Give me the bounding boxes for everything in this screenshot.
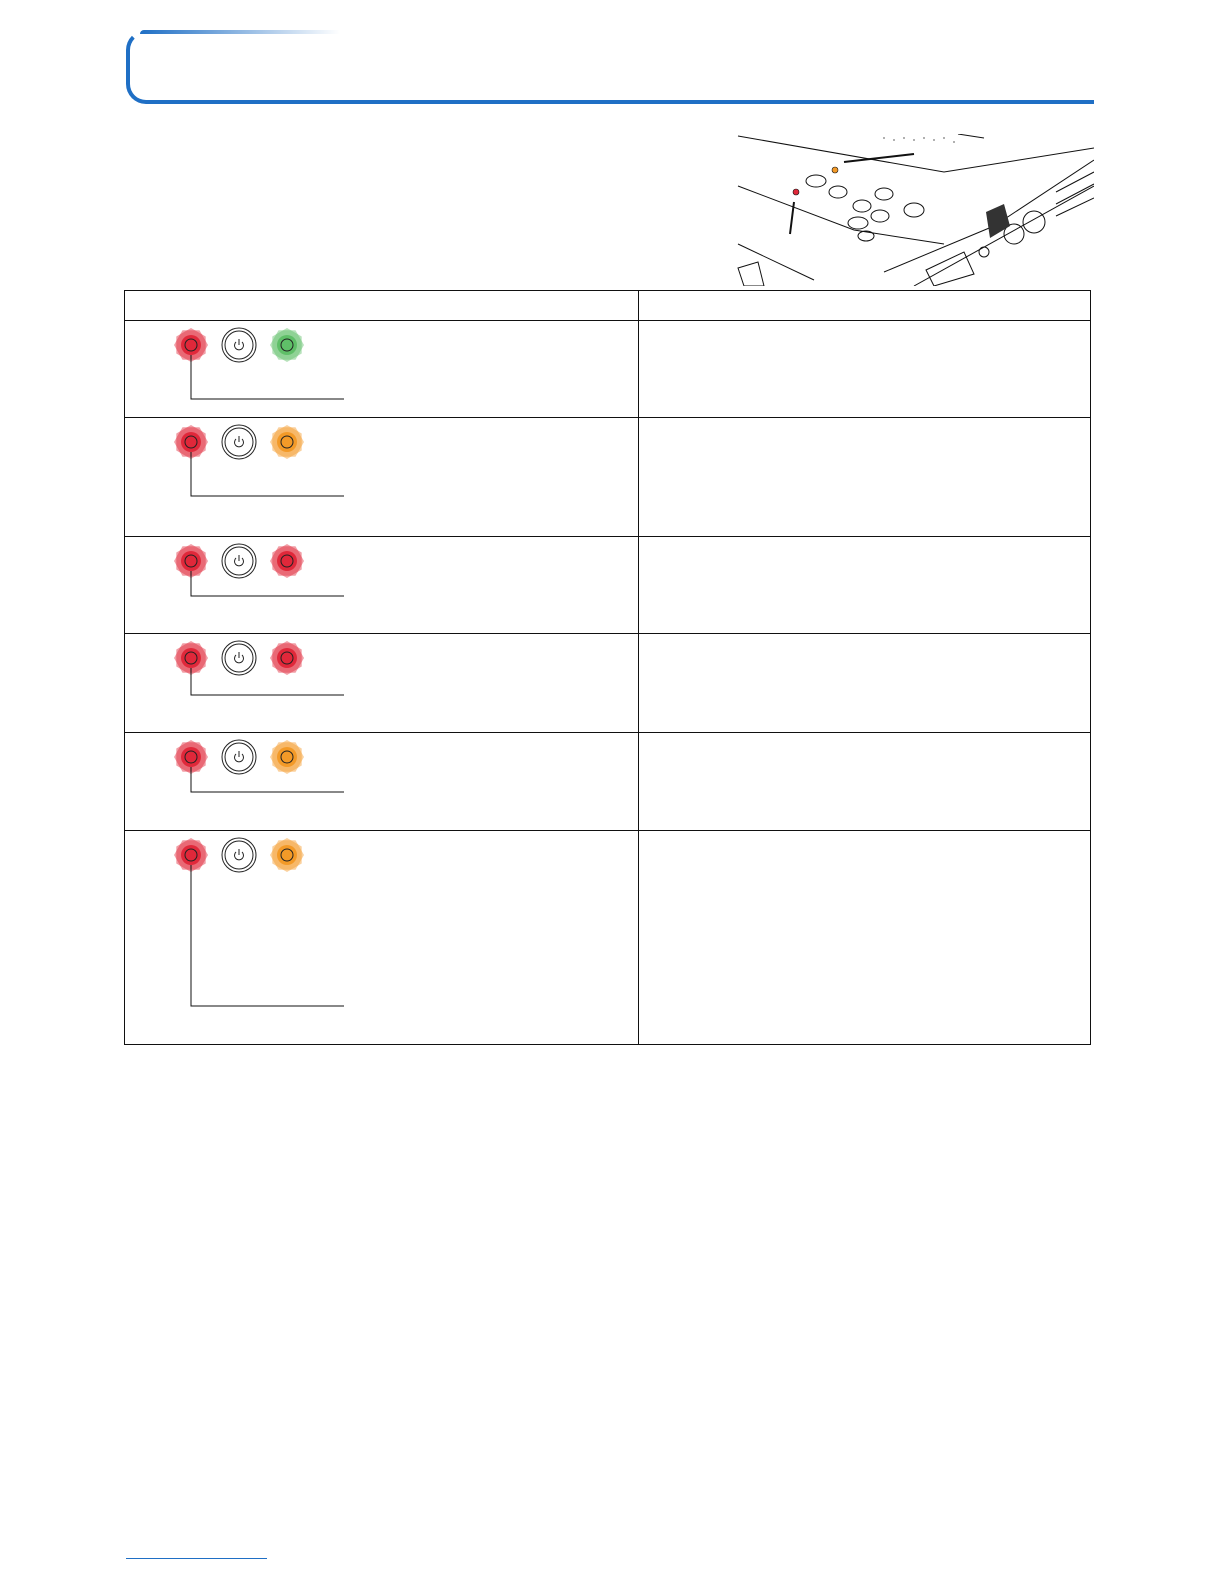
- power-button-icon: [222, 838, 256, 872]
- orange-led-icon: [270, 838, 304, 872]
- leader-line: [191, 668, 344, 695]
- indicator-cell: [125, 831, 639, 1045]
- table-row: [125, 733, 1091, 831]
- projector-illustration: [734, 134, 1094, 286]
- indicator-cell: [125, 321, 639, 418]
- power-button-icon: [222, 328, 256, 362]
- table-row: [125, 634, 1091, 733]
- power-button-icon: [222, 740, 256, 774]
- red-led-icon: [270, 641, 304, 675]
- description-cell: [639, 831, 1091, 1045]
- indicator-diagram: [125, 831, 639, 1044]
- leader-line: [191, 865, 344, 1006]
- description-cell: [639, 321, 1091, 418]
- led-status-table: [124, 290, 1091, 1045]
- power-button-icon: [222, 425, 256, 459]
- header-gradient: [140, 30, 340, 34]
- power-button-icon: [222, 544, 256, 578]
- indicator-diagram: [125, 418, 639, 536]
- indicator-cell: [125, 418, 639, 537]
- orange-led-icon: [270, 425, 304, 459]
- leader-line: [191, 571, 344, 596]
- description-cell: [639, 634, 1091, 733]
- orange-led-icon: [270, 740, 304, 774]
- table-header-row: [125, 291, 1091, 321]
- leader-line: [191, 767, 344, 792]
- indicator-column-header: [125, 291, 639, 321]
- leader-line: [191, 355, 344, 399]
- table-row: [125, 321, 1091, 418]
- table-row: [125, 831, 1091, 1045]
- description-cell: [639, 733, 1091, 831]
- green-led-icon: [270, 328, 304, 362]
- indicator-cell: [125, 537, 639, 634]
- description-column-header: [639, 291, 1091, 321]
- indicator-diagram: [125, 537, 639, 633]
- table-row: [125, 418, 1091, 537]
- description-cell: [639, 418, 1091, 537]
- indicator-cell: [125, 733, 639, 831]
- indicator-diagram: [125, 321, 639, 417]
- indicator-cell: [125, 634, 639, 733]
- leader-line: [191, 452, 344, 496]
- description-cell: [639, 537, 1091, 634]
- footer-rule: [126, 1558, 267, 1559]
- power-button-icon: [222, 641, 256, 675]
- indicator-diagram: [125, 733, 639, 830]
- red-led-icon: [270, 544, 304, 578]
- header-frame: [126, 30, 1094, 104]
- indicator-diagram: [125, 634, 639, 732]
- table-row: [125, 537, 1091, 634]
